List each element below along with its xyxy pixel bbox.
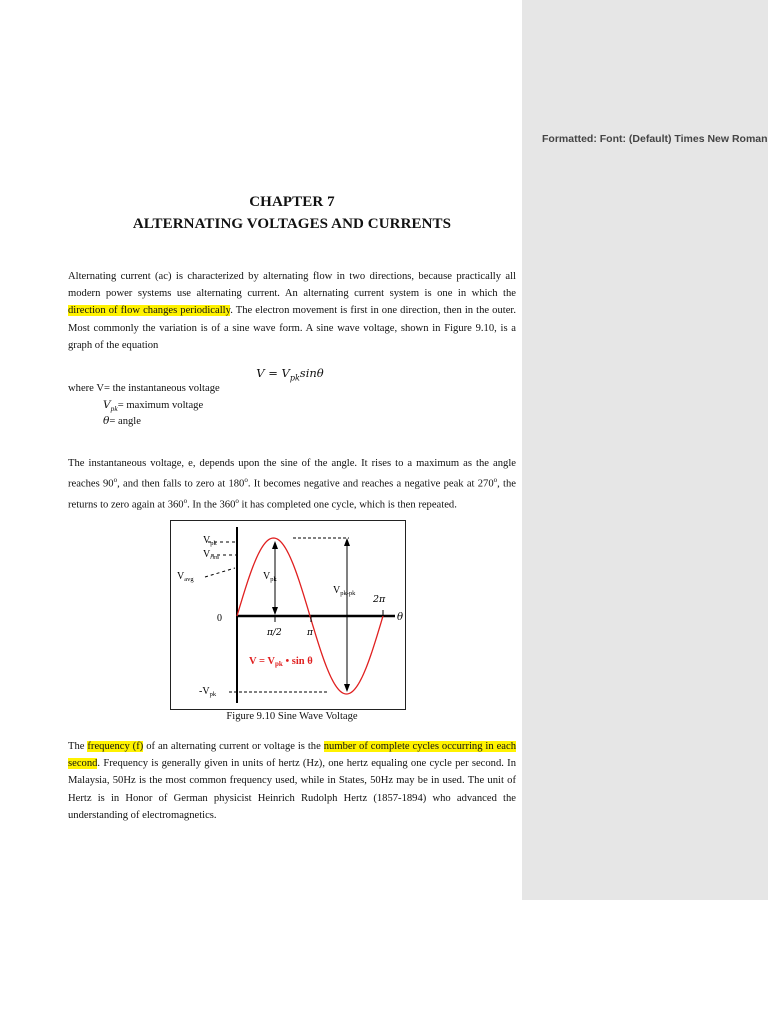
sine-wave-figure [170, 520, 406, 710]
label-neg-vpk: $-V_{pk}$ [199, 686, 217, 698]
vpk-arrow-down [272, 607, 278, 615]
chapter-title: ALTERNATING VOLTAGES AND CURRENTS [132, 216, 452, 232]
chapter-number: CHAPTER 7 [249, 194, 335, 210]
figure-caption: Figure 9.10 Sine Wave Voltage [226, 711, 358, 722]
degree-sup-5: o [235, 496, 239, 505]
theta-symbol: θ [103, 415, 110, 427]
sine-formula: V = Vpk • sin θ [249, 656, 313, 668]
paragraph-frequency [68, 738, 516, 824]
degree-sup-3: o [493, 476, 498, 485]
comment-label: Formatted: Font: (Default) Times New Roman [542, 133, 768, 145]
sine-wave-graph [171, 521, 405, 709]
where-line-1: where V= the instantaneous voltage [68, 383, 220, 394]
para2-s5: . In the 360 [187, 499, 236, 511]
degree-sup-2: o [244, 476, 248, 485]
degree-sup-4: o [183, 496, 188, 505]
comment-pane [522, 0, 768, 900]
para2-s4: , the returns to zero again at 360 [68, 478, 517, 511]
vpk-definition: = maximum voltage [117, 400, 204, 411]
label-pi-half: π/2 [267, 628, 282, 638]
paragraph-instantaneous [68, 455, 516, 514]
vpk-symbol: V [103, 399, 111, 411]
label-two-pi: 2π [373, 594, 386, 605]
label-pi: π [307, 628, 313, 638]
vpkpk-arrow-down [344, 684, 350, 692]
vavg-dash [205, 568, 235, 577]
label-zero: 0 [217, 613, 222, 624]
highlight-frequency: frequency (f) [87, 741, 144, 752]
para2-s2: , and then falls to zero at 180 [117, 478, 245, 490]
vpk-arrow-up [272, 541, 278, 549]
label-vpk: $V_{pk}$ [203, 535, 217, 547]
para3-text-c: . Frequency is generally given in units of hertz (Hz), one hertz equaling one cycle per second. In Malaysia, 50Hz is the most common frequency used, while in States, 50Hz may be in used. The unit of Hertz is in Honor of German physicist Heinrich Rudolph Hertz (1857-1894) who advanced the understanding of electromagnetics. [68, 758, 516, 821]
para2-s6: it has completed one cycle, which is then repeated. [238, 499, 457, 511]
label-vpk-mid: $V_{pk}$ [263, 571, 277, 583]
label-vavg: $V_{avg}$ [177, 571, 194, 583]
where-line-3 [103, 413, 141, 430]
label-vpkpk: $V_{pk-pk}$ [333, 585, 356, 597]
equation-sub: pk [289, 373, 300, 383]
theta-definition: = angle [109, 416, 141, 427]
para2-s1: The instantaneous voltage, e, depends upon the sine of the angle. It rises to a maximum as the angle reaches 90 [68, 458, 516, 490]
highlight-direction-of-flow: direction of flow changes periodically [68, 305, 231, 317]
vpkpk-arrow-up [344, 538, 350, 546]
para3-text-a: The [68, 741, 88, 752]
para1-text-b: . The electron movement is first in one direction, then in the outer. Most commonly the variation is of a sine wave form. A sine wave voltage, shown in Figure 9.10, is a graph of the equation [68, 305, 517, 351]
degree-sup-1: o [113, 476, 118, 485]
para3-text-b: of an alternating current or voltage is the [143, 741, 324, 752]
equation-lhs: V = V [256, 366, 290, 380]
highlight-cycles-per-second: number of complete cycles occurring in each second [68, 741, 516, 770]
para1-text-a: Alternating current (ac) is characterized by alternating flow in two directions, because practically all modern power systems use alternating current. An alternating current system is one in which the [68, 271, 516, 300]
equation-rhs: sinθ [299, 366, 324, 380]
paragraph-intro [68, 268, 516, 354]
label-theta: θ [397, 612, 404, 623]
label-vrms: $V_{rms}$ [203, 549, 220, 561]
para2-s3: . It becomes negative and reaches a negative peak at 270 [247, 478, 494, 490]
vpk-symbol-sub: pk [110, 404, 118, 414]
